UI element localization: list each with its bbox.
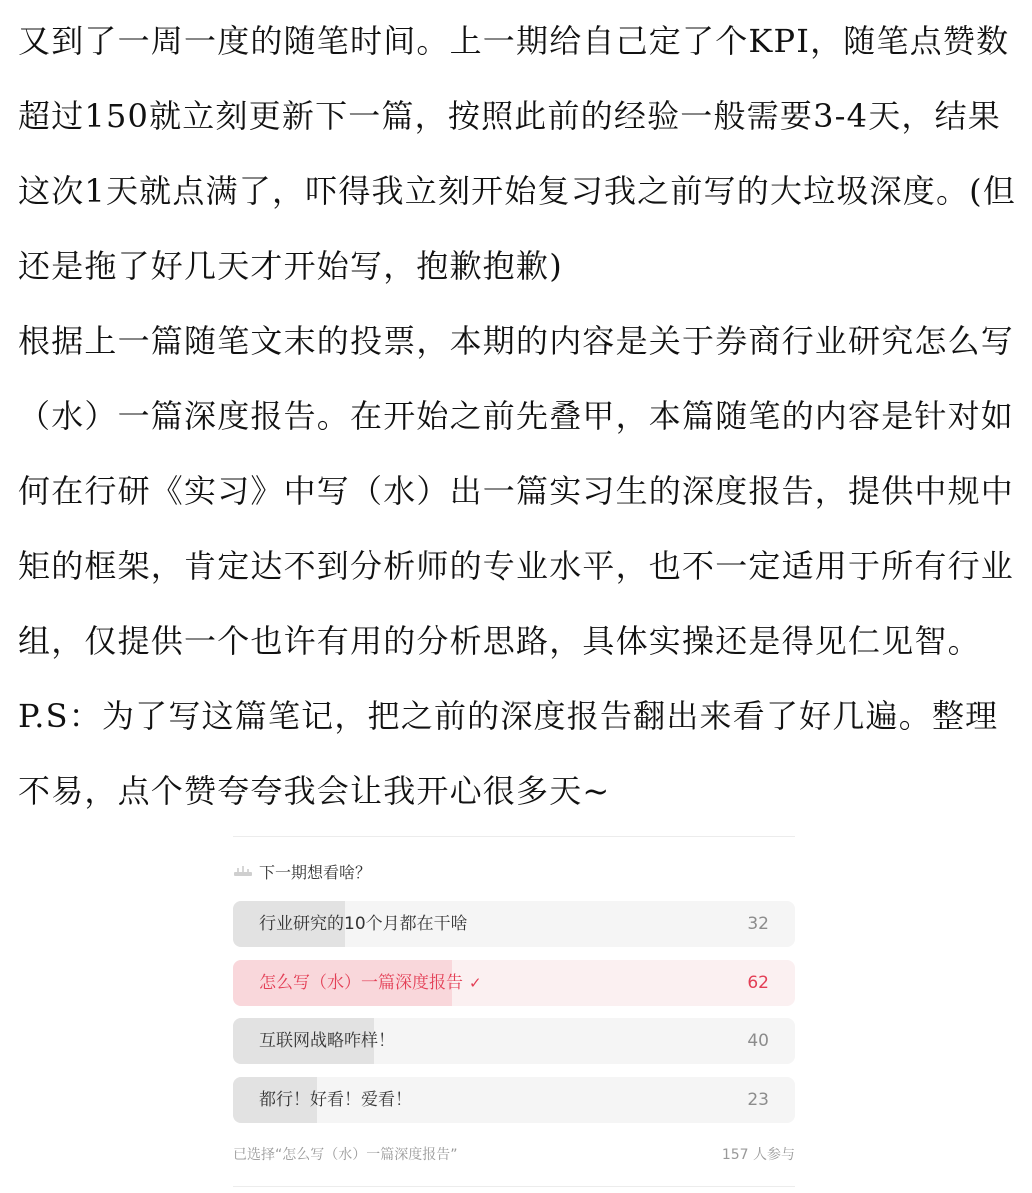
poll-bottom-divider [233, 1186, 795, 1187]
poll-selected-text: 已选择“怎么写（水）一篇深度报告” [233, 1147, 458, 1163]
article-paragraph: 根据上一篇随笔文末的投票，本期的内容是关于券商行业研究怎么写（水）一篇深度报告。在开始之前先叠甲，本篇随笔的内容是针对如何在行研《实习》中写（水）出一篇实习生的深度报告，提供中规中矩的框架，肯定达不到分析师的专业水平，也不一定适用于所有行业组，仅提供一个也许有用的分析思路，具体实操还是得见仁见智。 [18, 322, 1015, 660]
poll-option-1-count: 32 [747, 914, 769, 934]
poll-option-3[interactable] [233, 1018, 795, 1064]
poll-card [233, 836, 795, 1188]
poll-option-4-label: 都行！好看！爱看！ [259, 1090, 412, 1110]
poll-icon [233, 865, 253, 877]
poll-header [233, 860, 371, 882]
checkmark-icon: ✓ [469, 974, 482, 992]
poll-option-3-count: 40 [747, 1031, 769, 1051]
poll-option-2[interactable] [233, 960, 795, 1006]
article-paragraph: 又到了一周一度的随笔时间。上一期给自己定了个KPI，随笔点赞数超过150就立刻更新下一篇，按照此前的经验一般需要3-4天，结果这次1天就点满了，吓得我立刻开始复习我之前写的大垃圾深度。(但还是拖了好几天才开始写，抱歉抱歉) [18, 22, 1017, 285]
poll-title: 下一期想看啥？ [259, 862, 372, 882]
poll-option-3-label: 互联网战略咋样！ [259, 1031, 395, 1051]
poll-option-4[interactable] [233, 1077, 795, 1123]
article-body [18, 4, 1018, 829]
poll-option-2-label: 怎么写（水）一篇深度报告 ✓ [259, 960, 482, 1006]
poll-option-4-count: 23 [747, 1090, 769, 1110]
poll-option-1[interactable] [233, 901, 795, 947]
poll-option-1-label: 行业研究的10个月都在干啥 [259, 914, 468, 934]
poll-option-2-count: 62 [747, 973, 769, 993]
article-paragraph: P.S：为了写这篇笔记，把之前的深度报告翻出来看了好几遍。整理不易，点个赞夸夸我会让我开心很多天~ [18, 697, 999, 810]
poll-top-divider [233, 836, 795, 837]
poll-participant-count: 157 人参与 [721, 1147, 795, 1163]
